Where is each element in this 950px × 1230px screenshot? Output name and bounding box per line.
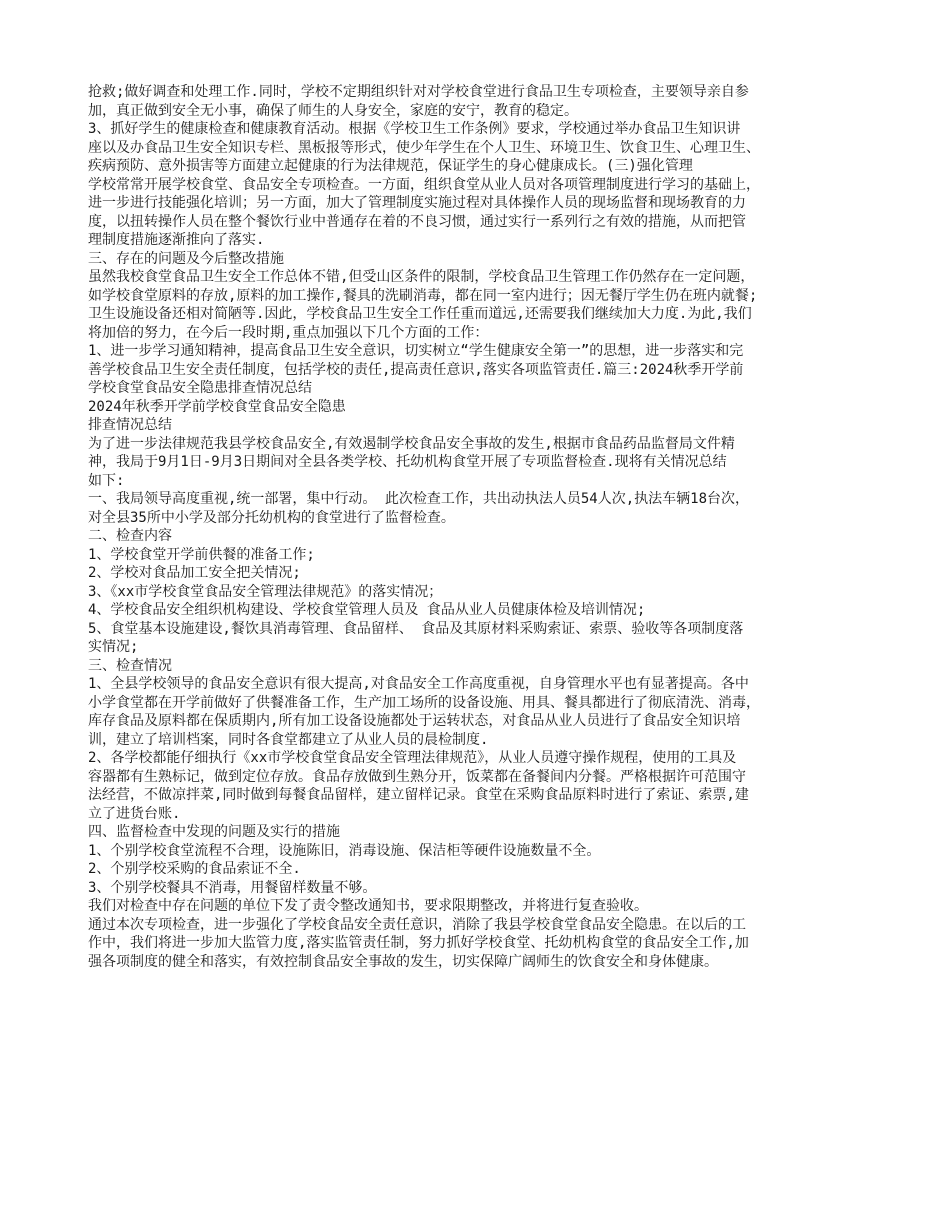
text-line: 三、存在的问题及今后整改措施 (88, 250, 284, 267)
text-line: 法经营，不做凉拌菜,同时做到每餐食品留样，建立留样记录。食堂在采购食品原料时进行了索证、索票,建 (88, 787, 749, 803)
text-line: 虽然我校食堂食品卫生安全工作总体不错,但受山区条件的限制，学校食品卫生管理工作仍然存在一定问题， (88, 269, 755, 285)
text-line: 抢救;做好调查和处理工作.同时，学校不定期组织针对对学校食堂进行食品卫生专项检查，主要领导亲自参 (88, 84, 749, 100)
text-line: 座以及办食品卫生安全知识专栏、黑板报等形式，使少年学生在个人卫生、环境卫生、饮食卫生、心理卫生、 (88, 139, 760, 156)
text-line: 三、检查情况 (88, 657, 172, 674)
text-line: 度，以扭转操作人员在整个餐饮行业中普通存在着的不良习惯，通过实行一系列行之有效的措施，从而把管 (88, 213, 746, 230)
text-line: 容器都有生熟标记，做到定位存放。食品存放做到生熟分开，饭菜都在备餐间内分餐。严格根据许可范围守 (88, 768, 746, 785)
text-line: 3、《xx市学校食堂食品安全管理法律规范》的落实情况； (88, 583, 443, 600)
text-line: 卫生设施设备还相对简陋等.因此，学校食品卫生安全工作任重而道远,还需要我们继续加大力度.为此,我们 (88, 306, 752, 322)
text-line: 2、个别学校采购的食品索证不全. (88, 861, 301, 877)
text-line: 如学校食堂原料的存放,原料的加工操作,餐具的洗刷消毒，都在同一室内进行；因无餐厅学生仍在班内就餐; (88, 287, 758, 304)
text-line: 5、食堂基本设施建设,餐饮具消毒管理、食品留样、 食品及其原材料采购索证、索票、验收等各项制度落 (88, 620, 744, 637)
text-line: 神，我局于9月1日-9月3日期间对全县各类学校、托幼机构食堂开展了专项监督检查.现将有关情况总结 (88, 454, 727, 470)
text-line: 善学校食品卫生安全责任制度，包括学校的责任,提高责任意识,落实各项监管责任.篇三:2024秋季开学前 (88, 361, 744, 378)
text-line: 小学食堂都在开学前做好了供餐准备工作，生产加工场所的设备设施、用具、餐具都进行了彻底清洗、消毒， (88, 694, 760, 711)
text-line: 如下: (88, 472, 125, 489)
text-line: 我们对检查中存在问题的单位下发了责令整改通知书，要求限期整改，并将进行复查验收。 (88, 898, 648, 914)
text-line: 加，真正做到安全无小事，确保了师生的人身安全，家庭的安宁，教育的稳定。 (88, 102, 578, 119)
text-line: 理制度措施逐渐推向了落实. (88, 232, 265, 248)
text-line: 库存食品及原料都在保质期内,所有加工设备设施都处于运转状态，对食品从业人员进行了食品安全知识培 (88, 713, 741, 729)
text-line: 训，建立了培训档案，同时各食堂都建立了从业人员的晨检制度. (88, 731, 489, 748)
document-body (88, 83, 864, 971)
text-line: 排查情况总结 (88, 417, 172, 433)
text-line: 立了进货台账. (88, 805, 181, 822)
text-line: 对全县35所中小学及部分托幼机构的食堂进行了监督检查。 (88, 509, 455, 526)
text-line: 1、学校食堂开学前供餐的准备工作; (88, 546, 315, 563)
text-line: 2、各学校都能仔细执行《xx市学校食堂食品安全管理法律规范》，从业人员遵守操作规程，使用的工具及 (88, 750, 737, 766)
text-line: 学校食堂食品安全隐患排查情况总结 (88, 380, 312, 396)
text-line: 3、抓好学生的健康检查和健康教育活动。根据《学校卫生工作条例》要求，学校通过举办食品卫生知识讲 (88, 121, 741, 137)
text-line: 1、全县学校领导的食品安全意识有很大提高,对食品安全工作高度重视，自身管理水平也有显著提高。各中 (88, 676, 749, 692)
text-line: 4、学校食品安全组织机构建设、学校食堂管理人员及 食品从业人员健康体检及培训情况; (88, 602, 646, 618)
text-line: 为了进一步法律规范我县学校食品安全,有效遏制学校食品安全事故的发生,根据市食品药品监督局文件精 (88, 435, 735, 452)
text-line: 1、个别学校食堂流程不合理，设施陈旧，消毒设施、保洁柜等硬件设施数量不全。 (88, 842, 601, 859)
text-line: 疾病预防、意外损害等方面建立起健康的行为法律规范，保证学生的身心健康成长。(三)强化管理 (88, 158, 693, 174)
text-line: 进一步进行技能强化培训；另一方面，加大了管理制度实施过程对具体操作人员的现场监督和现场教育的力 (88, 195, 746, 211)
text-line: 强各项制度的健全和落实，有效控制食品安全事故的发生，切实保障广阔师生的饮食安全和身体健康。 (88, 953, 718, 970)
text-line: 作中，我们将进一步加大监管力度,落实监管责任制，努力抓好学校食堂、托幼机构食堂的食品安全工作,加 (88, 935, 749, 951)
text-line: 四、监督检查中发现的问题及实行的措施 (88, 824, 340, 840)
text-line: 2、学校对食品加工安全把关情况; (88, 565, 301, 581)
text-line: 2024年秋季开学前学校食堂食品安全隐患 (88, 398, 346, 415)
text-line: 实情况; (88, 639, 139, 655)
text-line: 学校常常开展学校食堂、食品安全专项检查。一方面，组织食堂从业人员对各项管理制度进行学习的基础上， (88, 176, 760, 193)
text-line: 1、进一步学习通知精神，提高食品卫生安全意识，切实树立“学生健康安全第一”的思想，进一步落实和完 (88, 343, 744, 359)
text-line: 将加倍的努力，在今后一段时期,重点加强以下几个方面的工作： (88, 324, 489, 341)
text-line: 通过本次专项检查，进一步强化了学校食品安全责任意识，消除了我县学校食堂食品安全隐患。在以后的工 (88, 916, 746, 933)
text-line: 一、我局领导高度重视,统一部署，集中行动。 此次检查工作，共出动执法人员54人次,执法车辆18台次， (88, 491, 749, 507)
text-line: 二、检查内容 (88, 528, 172, 544)
text-line: 3、个别学校餐具不消毒，用餐留样数量不够。 (88, 879, 377, 896)
